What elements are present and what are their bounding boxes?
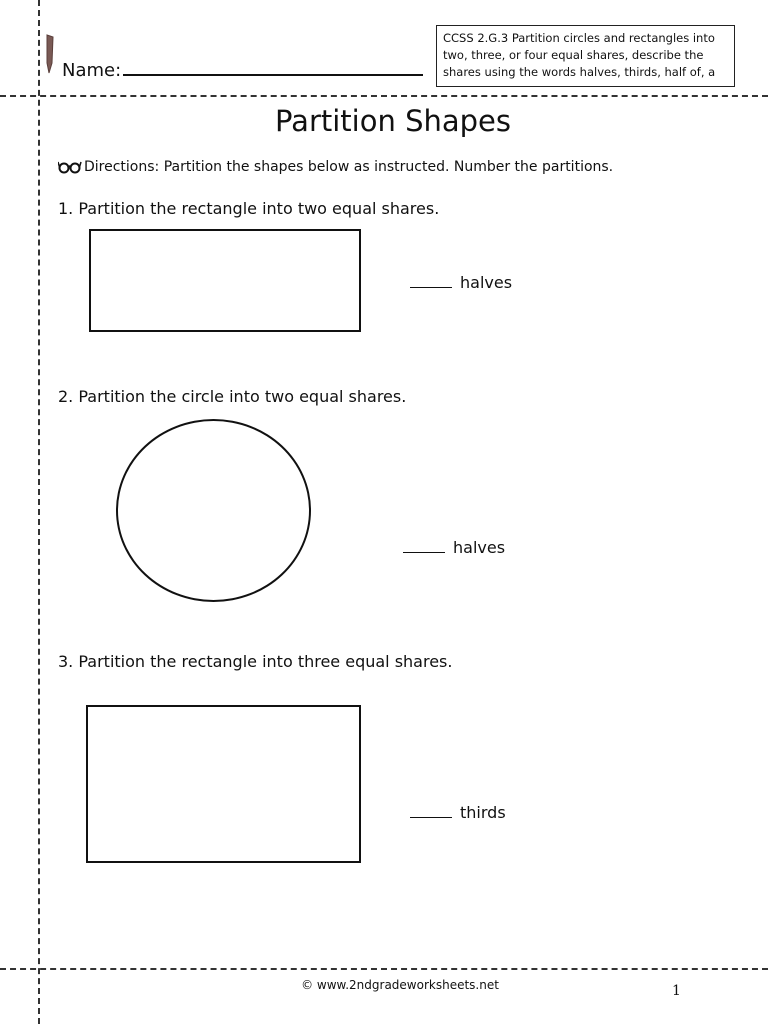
- answer-blank[interactable]: [410, 275, 452, 288]
- page-number: 1: [672, 983, 681, 999]
- left-margin-guide: [38, 0, 40, 1024]
- name-label: Name:: [62, 60, 122, 81]
- answer-blank[interactable]: [403, 540, 445, 553]
- answer-label: halves: [460, 273, 513, 292]
- question-2-prompt: 2. Partition the circle into two equal shares.: [58, 387, 407, 406]
- answer-blank[interactable]: [410, 805, 452, 818]
- glasses-icon: [58, 160, 82, 174]
- page-title: Partition Shapes: [275, 104, 511, 138]
- footer-copyright: © www.2ndgradeworksheets.net: [301, 978, 499, 992]
- name-blank[interactable]: [123, 58, 423, 76]
- standard-box: [436, 25, 735, 87]
- bottom-cut-line: [0, 968, 768, 970]
- answer-3[interactable]: [410, 803, 506, 822]
- question-3-prompt: 3. Partition the rectangle into three equal shares.: [58, 652, 453, 671]
- circle-shape[interactable]: [116, 419, 311, 602]
- answer-label: thirds: [460, 803, 506, 822]
- standard-text: CCSS 2.G.3 Partition circles and rectangles into two, three, or four equal shares, describe the shares using the words halves, thirds, half of, a: [443, 31, 716, 79]
- question-1-prompt: 1. Partition the rectangle into two equal shares.: [58, 199, 440, 218]
- directions: [58, 159, 613, 175]
- answer-2[interactable]: [403, 538, 505, 557]
- answer-label: halves: [453, 538, 506, 557]
- answer-1[interactable]: [410, 273, 512, 292]
- top-cut-line: [0, 95, 768, 97]
- rectangle-shape-2[interactable]: [86, 705, 361, 863]
- rectangle-shape-1[interactable]: [89, 229, 361, 332]
- directions-text: Directions: Partition the shapes below as instructed. Number the partitions.: [84, 159, 614, 175]
- name-field[interactable]: [62, 58, 423, 81]
- pencil-icon: [44, 33, 56, 75]
